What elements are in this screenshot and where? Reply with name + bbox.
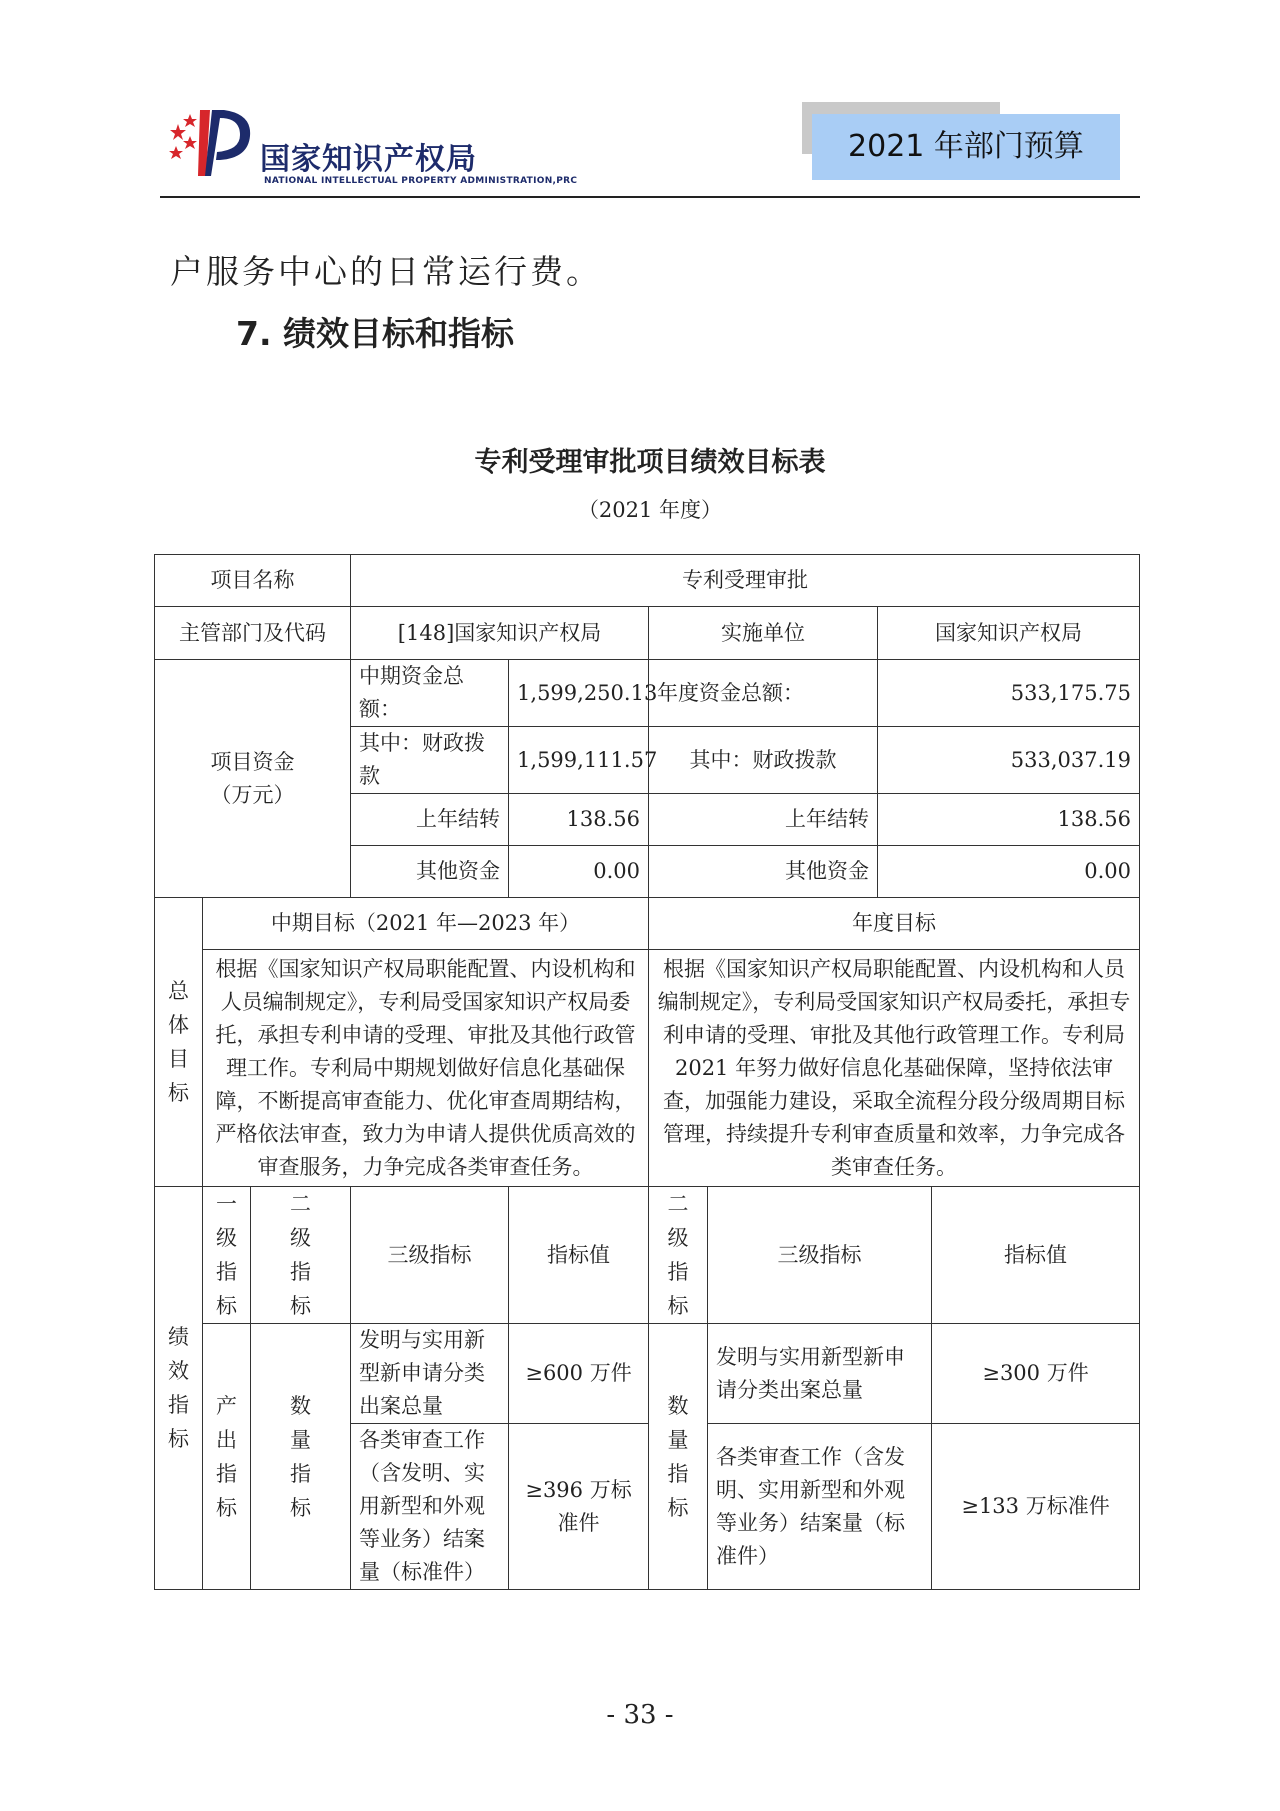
annual-total-label: 年度资金总额：: [649, 660, 878, 727]
mid-total-value: 1,599,250.13: [509, 660, 649, 727]
mid-total-label: 中期资金总额：: [351, 660, 509, 727]
mid-indicator-value: ≥600 万件: [509, 1324, 649, 1424]
cnipa-emblem-icon: [164, 106, 256, 178]
performance-target-table: [154, 554, 1140, 1590]
mid-other-label: 其他资金: [351, 846, 509, 898]
annual-indicator-value: ≥133 万标准件: [932, 1424, 1140, 1590]
level2-header-right: 二级指标: [649, 1187, 708, 1324]
value-header: 指标值: [509, 1187, 649, 1324]
funds-label: [155, 660, 351, 898]
table-row: [155, 607, 1140, 660]
page-number: - 33 -: [606, 1700, 674, 1730]
annual-indicator-item: 各类审查工作（含发明、实用新型和外观等业务）结案量（标准件）: [708, 1424, 932, 1590]
impl-label: 实施单位: [649, 607, 878, 660]
level1-output: 产出指标: [203, 1324, 251, 1590]
annual-other-label: 其他资金: [649, 846, 878, 898]
annual-other-value: 0.00: [878, 846, 1140, 898]
table-row: [155, 660, 1140, 727]
level3-header: 三级指标: [351, 1187, 509, 1324]
mid-other-value: 0.00: [509, 846, 649, 898]
annual-indicator-item: 发明与实用新型新申请分类出案总量: [708, 1324, 932, 1424]
dept-value: [148]国家知识产权局: [351, 607, 649, 660]
mid-indicator-item: 各类审查工作（含发明、实用新型和外观等业务）结案量（标准件）: [351, 1424, 509, 1590]
mid-indicator-item: 发明与实用新型新申请分类出案总量: [351, 1324, 509, 1424]
continuation-text: 户服务中心的日常运行费。: [170, 252, 602, 291]
mid-carry-value: 138.56: [509, 794, 649, 846]
table-title: 专利受理审批项目绩效目标表: [474, 447, 826, 478]
level2-header: 二级指标: [251, 1187, 351, 1324]
annual-total-value: 533,175.75: [878, 660, 1140, 727]
level1-header: 一级指标: [203, 1187, 251, 1324]
table-row: [155, 950, 1140, 1187]
mid-carry-label: 上年结转: [351, 794, 509, 846]
dept-label: 主管部门及代码: [155, 607, 351, 660]
indicators-label: 绩效指标: [155, 1187, 203, 1590]
mid-fiscal-label: 其中：财政拨款: [351, 727, 509, 794]
annual-carry-value: 138.56: [878, 794, 1140, 846]
annual-carry-label: 上年结转: [649, 794, 878, 846]
logo-chinese-name: 国家知识产权局: [260, 142, 477, 177]
table-row: [155, 1187, 1140, 1324]
header-divider: [160, 196, 1140, 198]
logo-english-name: NATIONAL INTELLECTUAL PROPERTY ADMINISTRATION,PRC: [264, 176, 578, 186]
annual-goal-text: 根据《国家知识产权局职能配置、内设机构和人员编制规定》，专利局受国家知识产权局委托，承担专利申请的受理、审批及其他行政管理工作。专利局 2021 年努力做好信息化基础保障，坚持依法审查，加强能力建设，采取全流程分段分级周期目标管理，持续提升专利审查质量和效率，力争完成各类审查任务。: [649, 950, 1140, 1187]
project-name-value: 专利受理审批: [351, 555, 1140, 607]
mid-indicator-value: ≥396 万标准件: [509, 1424, 649, 1590]
table-row: [155, 555, 1140, 607]
project-name-label: 项目名称: [155, 555, 351, 607]
mid-fiscal-value: 1,599,111.57: [509, 727, 649, 794]
funds-label-line-1: 项目资金: [210, 749, 295, 774]
budget-badge-label: 2021 年部门预算: [848, 129, 1084, 164]
mid-goal-text: 根据《国家知识产权局职能配置、内设机构和人员编制规定》，专利局受国家知识产权局委托，承担专利申请的受理、审批及其他行政管理工作。专利局中期规划做好信息化基础保障，不断提高审查能力、优化审查周期结构，严格依法审查，致力为申请人提供优质高效的审查服务，力争完成各类审查任务。: [203, 950, 649, 1187]
cnipa-logo: [160, 106, 600, 186]
funds-label-line-2: （万元）: [210, 782, 295, 807]
annual-fiscal-value: 533,037.19: [878, 727, 1140, 794]
annual-indicator-value: ≥300 万件: [932, 1324, 1140, 1424]
section-heading: 7. 绩效目标和指标: [236, 314, 514, 353]
overall-goal-label: 总体目标: [155, 898, 203, 1187]
level2-quantity: 数量指标: [251, 1324, 351, 1590]
budget-badge: [812, 114, 1120, 180]
level3-header-right: 三级指标: [708, 1187, 932, 1324]
level2-quantity-right: 数量指标: [649, 1324, 708, 1590]
value-header-right: 指标值: [932, 1187, 1140, 1324]
table-row: [155, 1324, 1140, 1424]
table-year: （2021 年度）: [577, 498, 723, 522]
impl-value: 国家知识产权局: [878, 607, 1140, 660]
annual-goal-header: 年度目标: [649, 898, 1140, 950]
table-row: [155, 898, 1140, 950]
mid-goal-header: 中期目标（2021 年—2023 年）: [203, 898, 649, 950]
annual-fiscal-label: 其中：财政拨款: [649, 727, 878, 794]
page-header: [160, 96, 1140, 196]
